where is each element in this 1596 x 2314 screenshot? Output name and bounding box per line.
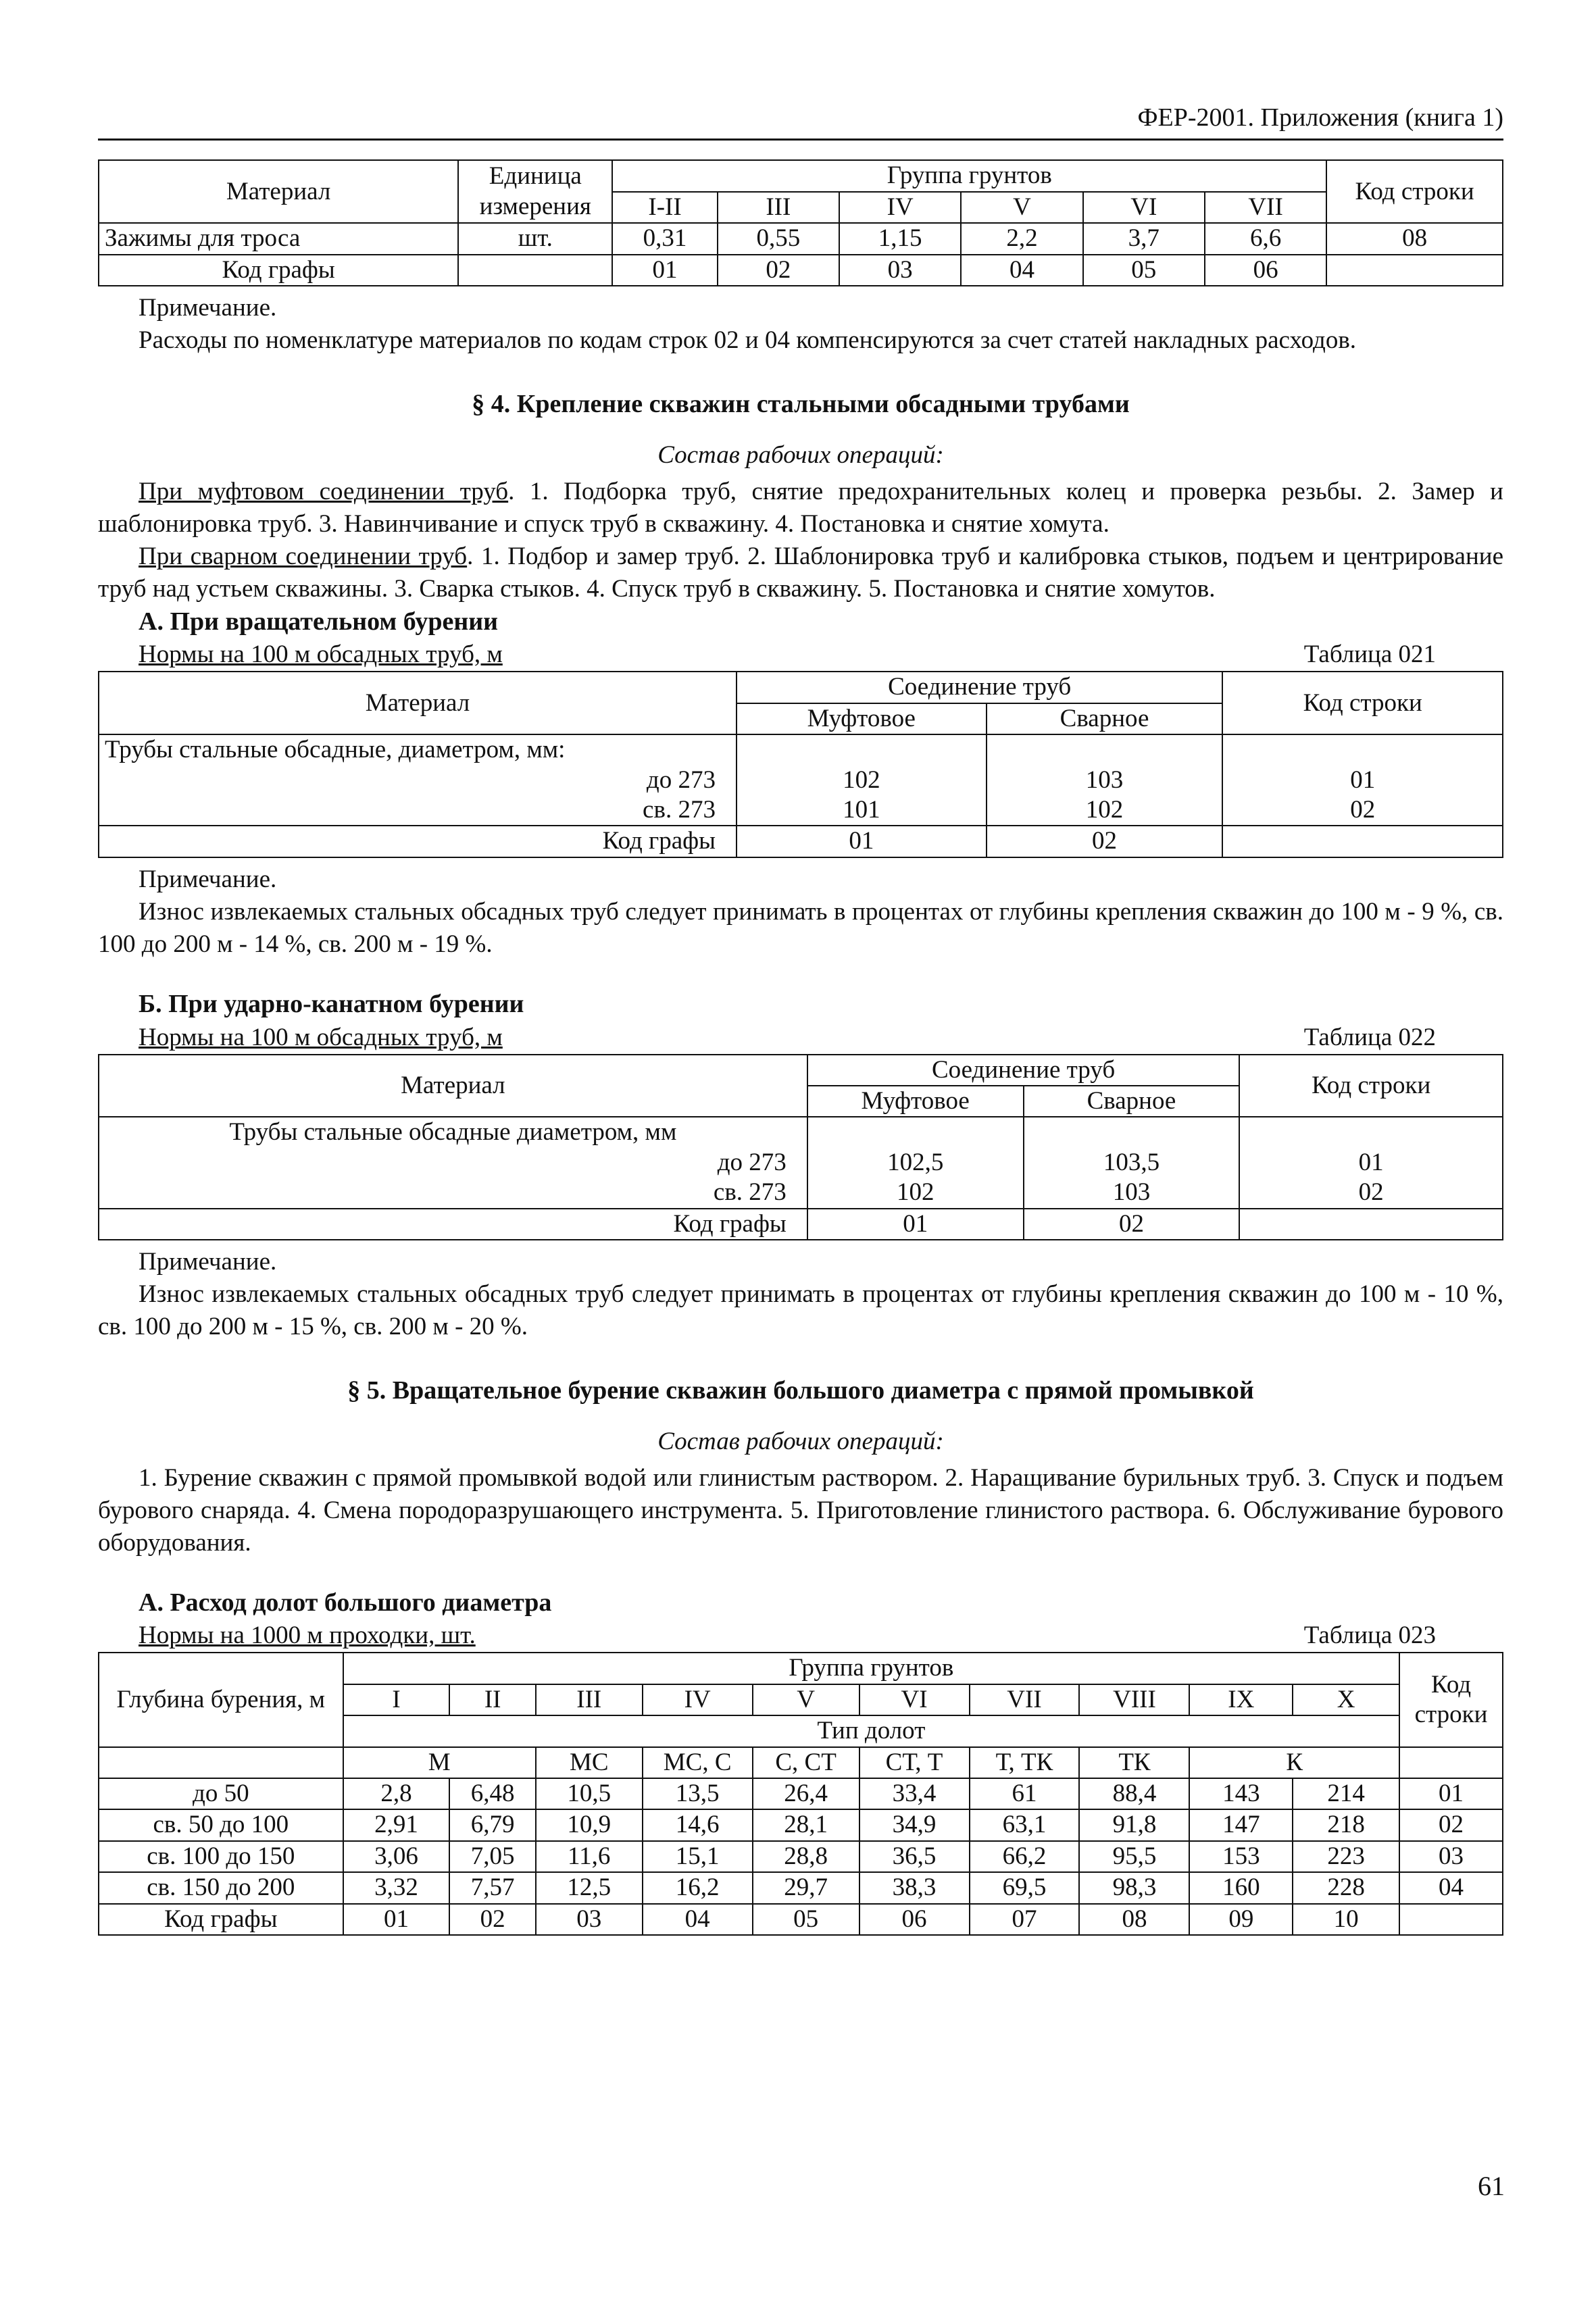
- cell-value: 3,32: [343, 1872, 450, 1903]
- header-unit: Единица измерения: [458, 160, 612, 223]
- paragraph-lead: При сварном соединении труб: [139, 542, 468, 570]
- group-label: III: [718, 192, 839, 223]
- header-svar: Сварное: [987, 703, 1223, 734]
- col-code: 01: [343, 1904, 450, 1935]
- cell-value: 3,7: [1083, 223, 1205, 254]
- table-row-col-codes: [99, 1209, 1503, 1240]
- operations-paragraph: [98, 540, 1503, 605]
- empty-cell: [99, 1747, 343, 1778]
- col-code: 01: [807, 1209, 1024, 1240]
- cell-value: 2,2: [961, 223, 1082, 254]
- row-name: до 273: [99, 765, 737, 795]
- cell-value: 218: [1293, 1809, 1399, 1840]
- note-text: Износ извлекаемых стальных обсадных труб следует принимать в процентах от глубины крепления скважин до 100 м - 9 %, св. 100 до 200 м - 14 %, св. 200 м - 19 %.: [98, 897, 1503, 959]
- col-code: 06: [1205, 255, 1326, 286]
- group-label: I-II: [612, 192, 717, 223]
- col-codes-label: Код графы: [99, 255, 458, 286]
- cell-value: 102,5: [807, 1148, 1024, 1178]
- row-code: 02: [1399, 1809, 1503, 1840]
- subsection-title: А. Расход долот большого диаметра: [139, 1588, 552, 1617]
- col-codes-label: Код графы: [99, 1209, 807, 1240]
- col-code: 02: [449, 1904, 535, 1935]
- row-name: св. 273: [99, 1178, 807, 1208]
- cell-value: 101: [737, 795, 987, 826]
- header-material: Материал: [99, 672, 737, 734]
- cell-value: 28,8: [753, 1841, 859, 1872]
- table-row-col-codes: [99, 255, 1503, 286]
- cell-value: 103,5: [1024, 1148, 1240, 1178]
- empty-cell: [458, 255, 612, 286]
- header-bit-type: Тип долот: [343, 1715, 1399, 1746]
- cell-value: 91,8: [1079, 1809, 1189, 1840]
- row-code: 03: [1399, 1841, 1503, 1872]
- table-number: Таблица 023: [1303, 1621, 1436, 1650]
- empty-cell: [1399, 1904, 1503, 1935]
- cell-value: 147: [1189, 1809, 1293, 1840]
- cell-value: 88,4: [1079, 1778, 1189, 1809]
- table-row: [99, 1809, 1503, 1840]
- norms-caption: Нормы на 100 м обсадных труб, м: [139, 1023, 503, 1051]
- header-svar: Сварное: [1024, 1086, 1240, 1117]
- cell-value: 228: [1293, 1872, 1399, 1903]
- row-name: св. 273: [99, 795, 737, 826]
- group-label: III: [536, 1684, 643, 1715]
- group-label: VIII: [1079, 1684, 1189, 1715]
- cell-value: 160: [1189, 1872, 1293, 1903]
- cell-value: 34,9: [859, 1809, 970, 1840]
- group-label: VII: [970, 1684, 1080, 1715]
- cell-value: 95,5: [1079, 1841, 1189, 1872]
- col-code: 05: [753, 1904, 859, 1935]
- header-soil-group: Группа грунтов: [343, 1653, 1399, 1684]
- cell-value: 66,2: [970, 1841, 1080, 1872]
- header-material: Материал: [99, 1055, 807, 1117]
- group-label: IV: [643, 1684, 753, 1715]
- cell-value: 15,1: [643, 1841, 753, 1872]
- cell-value: 6,6: [1205, 223, 1326, 254]
- group-label: IX: [1189, 1684, 1293, 1715]
- group-label: I: [343, 1684, 450, 1715]
- group-label: II: [449, 1684, 535, 1715]
- cell-value: 2,91: [343, 1809, 450, 1840]
- cell-value: 7,57: [449, 1872, 535, 1903]
- table-row: [99, 223, 1503, 254]
- col-code: 04: [643, 1904, 753, 1935]
- row-code: 01: [1399, 1778, 1503, 1809]
- cell-value: 103: [987, 765, 1223, 795]
- row-unit: шт.: [458, 223, 612, 254]
- table-row-col-codes: [99, 826, 1503, 857]
- materials-table-clamps: [98, 159, 1503, 286]
- row-name: св. 50 до 100: [99, 1809, 343, 1840]
- paragraph-lead: При муфтовом соединении труб: [139, 477, 509, 505]
- document-page: [98, 101, 1503, 1936]
- cell-value: 26,4: [753, 1778, 859, 1809]
- table-row: [99, 1841, 1503, 1872]
- empty-cell: [1399, 1747, 1503, 1778]
- table-number: Таблица 021: [1303, 640, 1436, 669]
- col-code: 10: [1293, 1904, 1399, 1935]
- header-row-code: Код строки: [1239, 1055, 1503, 1117]
- norms-caption: Нормы на 1000 м проходки, шт.: [139, 1621, 476, 1650]
- col-code: 03: [536, 1904, 643, 1935]
- note-text: Износ извлекаемых стальных обсадных труб следует принимать в процентах от глубины крепления скважин до 100 м - 10 %, св. 100 до 200 м - 15 %, св. 200 м - 20 %.: [98, 1280, 1503, 1341]
- table-number: Таблица 022: [1303, 1023, 1436, 1051]
- table-caption: [139, 1619, 1503, 1652]
- table-caption: [139, 1022, 1503, 1054]
- group-label: IV: [839, 192, 961, 223]
- group-row-label: Трубы стальные обсадные диаметром, мм: [99, 1117, 807, 1147]
- col-code: 02: [718, 255, 839, 286]
- row-code: 02: [1239, 1178, 1503, 1208]
- cell-value: 103: [1024, 1178, 1240, 1208]
- group-label: VI: [859, 1684, 970, 1715]
- cell-value: 98,3: [1079, 1872, 1189, 1903]
- table-row: [99, 795, 1503, 826]
- cell-value: 102: [987, 795, 1223, 826]
- col-code: 05: [1083, 255, 1205, 286]
- cell-value: 61: [970, 1778, 1080, 1809]
- cell-value: 1,15: [839, 223, 961, 254]
- cell-value: 3,06: [343, 1841, 450, 1872]
- bit-type: ТК: [1079, 1747, 1189, 1778]
- row-name: до 273: [99, 1148, 807, 1178]
- empty-cell: [987, 734, 1223, 765]
- row-code: 01: [1222, 765, 1503, 795]
- subsection-title: А. При вращательном бурении: [139, 607, 499, 636]
- col-code: 09: [1189, 1904, 1293, 1935]
- col-code: 07: [970, 1904, 1080, 1935]
- cell-value: 153: [1189, 1841, 1293, 1872]
- empty-cell: [1239, 1209, 1503, 1240]
- section-title: § 4. Крепление скважин стальными обсадными трубами: [472, 390, 1130, 419]
- header-row-code: Код строки: [1222, 672, 1503, 734]
- cell-value: 0,31: [612, 223, 717, 254]
- col-code: 01: [612, 255, 717, 286]
- cell-value: 14,6: [643, 1809, 753, 1840]
- cell-value: 6,79: [449, 1809, 535, 1840]
- col-code: 01: [737, 826, 987, 857]
- cell-value: 6,48: [449, 1778, 535, 1809]
- note-label: Примечание.: [139, 865, 277, 893]
- empty-cell: [1222, 826, 1503, 857]
- cell-value: 102: [737, 765, 987, 795]
- cell-value: 13,5: [643, 1778, 753, 1809]
- row-code: 04: [1399, 1872, 1503, 1903]
- row-name: Зажимы для троса: [99, 223, 458, 254]
- running-header: ФЕР-2001. Приложения (книга 1): [98, 101, 1503, 141]
- col-code: 04: [961, 255, 1082, 286]
- cell-value: 102: [807, 1178, 1024, 1208]
- col-code: 08: [1079, 1904, 1189, 1935]
- group-label: X: [1293, 1684, 1399, 1715]
- empty-cell: [1326, 255, 1503, 286]
- cell-value: 12,5: [536, 1872, 643, 1903]
- cell-value: 7,05: [449, 1841, 535, 1872]
- empty-cell: [737, 734, 987, 765]
- group-label: V: [961, 192, 1082, 223]
- cell-value: 69,5: [970, 1872, 1080, 1903]
- cell-value: 223: [1293, 1841, 1399, 1872]
- note-label: Примечание.: [139, 293, 277, 322]
- header-row-code: Код строки: [1399, 1653, 1503, 1746]
- table-row: [99, 1117, 1503, 1147]
- group-label: V: [753, 1684, 859, 1715]
- cell-value: 214: [1293, 1778, 1399, 1809]
- norms-caption: Нормы на 100 м обсадных труб, м: [139, 640, 503, 669]
- note-label: Примечание.: [139, 1247, 277, 1276]
- col-code: 03: [839, 255, 961, 286]
- table-caption: [139, 638, 1503, 671]
- row-code: 02: [1222, 795, 1503, 826]
- casing-pipes-table-022: [98, 1054, 1503, 1240]
- bit-type: МС: [536, 1747, 643, 1778]
- bit-type: М: [343, 1747, 536, 1778]
- header-row-code: Код строки: [1326, 160, 1503, 223]
- empty-cell: [1222, 734, 1503, 765]
- col-codes-label: Код графы: [99, 826, 737, 857]
- bit-type: С, СТ: [753, 1747, 859, 1778]
- table-row: [99, 1148, 1503, 1178]
- row-name: св. 100 до 150: [99, 1841, 343, 1872]
- cell-value: 10,9: [536, 1809, 643, 1840]
- header-muft: Муфтовое: [737, 703, 987, 734]
- col-codes-label: Код графы: [99, 1904, 343, 1935]
- paragraph-text: . 1. Подбор и замер труб. 2. Шаблонировка труб и калибровка стыков, подъем и центрирование труб над устьем скважины. 3. Сварка стыков. 4. Спуск труб в скважину. 5. Постановка и снятие хомутов.: [98, 542, 1503, 603]
- empty-cell: [1024, 1117, 1240, 1147]
- header-join: Соединение труб: [807, 1055, 1240, 1086]
- bit-type: МС, С: [643, 1747, 753, 1778]
- header-join: Соединение труб: [737, 672, 1222, 703]
- page-number: 61: [1478, 2171, 1505, 2201]
- empty-cell: [807, 1117, 1024, 1147]
- cell-value: 11,6: [536, 1841, 643, 1872]
- cell-value: 28,1: [753, 1809, 859, 1840]
- cell-value: 36,5: [859, 1841, 970, 1872]
- drill-bits-table-023: [98, 1652, 1503, 1936]
- header-material: Материал: [99, 160, 458, 223]
- subsection-title: Б. При ударно-канатном бурении: [139, 990, 524, 1019]
- col-code: 02: [987, 826, 1223, 857]
- group-row-label: Трубы стальные обсадные, диаметром, мм:: [99, 734, 737, 765]
- header-soil-group: Группа грунтов: [612, 160, 1326, 191]
- operations-title: Состав рабочих операций:: [657, 441, 944, 469]
- cell-value: 33,4: [859, 1778, 970, 1809]
- row-code: 08: [1326, 223, 1503, 254]
- operations-paragraph: [98, 476, 1503, 540]
- cell-value: 2,8: [343, 1778, 450, 1809]
- cell-value: 143: [1189, 1778, 1293, 1809]
- row-name: св. 150 до 200: [99, 1872, 343, 1903]
- group-label: VI: [1083, 192, 1205, 223]
- header-depth: Глубина бурения, м: [99, 1653, 343, 1746]
- cell-value: 0,55: [718, 223, 839, 254]
- casing-pipes-table-021: [98, 671, 1503, 857]
- col-code: 06: [859, 1904, 970, 1935]
- cell-value: 29,7: [753, 1872, 859, 1903]
- cell-value: 38,3: [859, 1872, 970, 1903]
- operations-title: Состав рабочих операций:: [657, 1427, 944, 1455]
- row-code: 01: [1239, 1148, 1503, 1178]
- table-row-col-codes: [99, 1904, 1503, 1935]
- table-row: [99, 1178, 1503, 1208]
- cell-value: 16,2: [643, 1872, 753, 1903]
- bit-type: К: [1189, 1747, 1399, 1778]
- table-row: [99, 734, 1503, 765]
- bit-type: Т, ТК: [970, 1747, 1080, 1778]
- col-code: 02: [1024, 1209, 1240, 1240]
- table-row: [99, 1872, 1503, 1903]
- cell-value: 10,5: [536, 1778, 643, 1809]
- cell-value: 63,1: [970, 1809, 1080, 1840]
- section-title: § 5. Вращательное бурение скважин большого диаметра с прямой промывкой: [347, 1376, 1254, 1405]
- header-muft: Муфтовое: [807, 1086, 1024, 1117]
- table-row: [99, 1778, 1503, 1809]
- row-name: до 50: [99, 1778, 343, 1809]
- paragraph-text: . 1. Подборка труб, снятие предохранительных колец и проверка резьбы. 2. Замер и шаблонировка труб. 3. Навинчивание и спуск труб в скважину. 4. Постановка и снятие хомута.: [98, 477, 1503, 538]
- group-label: VII: [1205, 192, 1326, 223]
- table-row: [99, 765, 1503, 795]
- bit-type: СТ, Т: [859, 1747, 970, 1778]
- note-text: Расходы по номенклатуре материалов по кодам строк 02 и 04 компенсируются за счет статей накладных расходов.: [139, 326, 1357, 355]
- operations-paragraph: 1. Бурение скважин с прямой промывкой водой или глинистым раствором. 2. Наращивание бурильных труб. 3. Спуск и подъем бурового снаряда. 4. Смена породоразрушающего инструмента. 5. Приготовление глинистого раствора. 6. Обслуживание бурового оборудования.: [98, 1463, 1503, 1557]
- empty-cell: [1239, 1117, 1503, 1147]
